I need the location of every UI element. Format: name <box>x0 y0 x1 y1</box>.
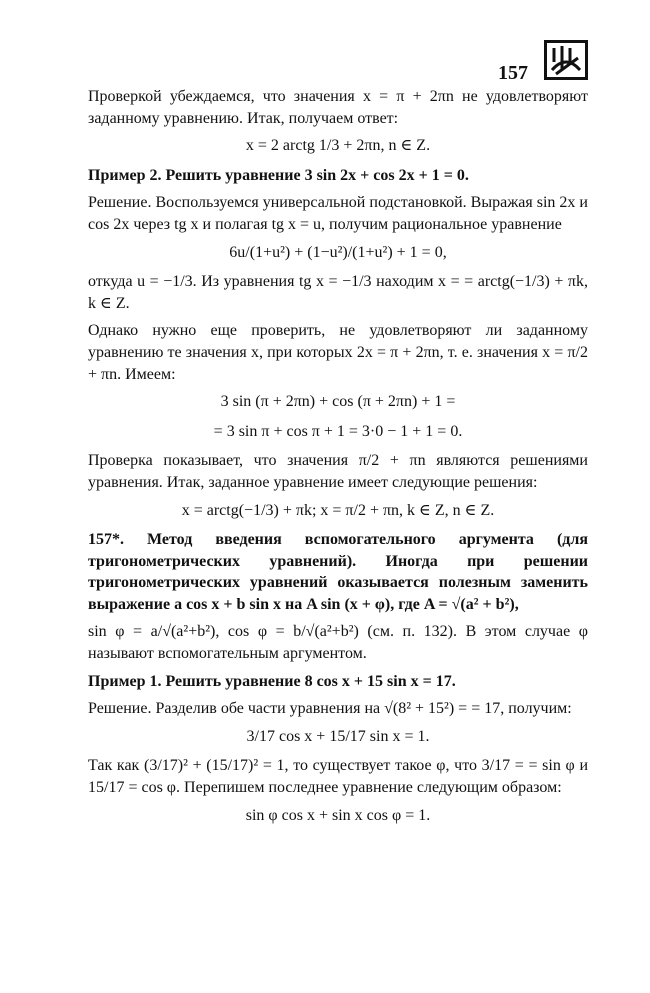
check-formula-1: 3 sin (π + 2πn) + cos (π + 2πn) + 1 = <box>220 393 456 411</box>
text-paragraph: откуда u = −1/3. Из уравнения tg x = −1/3 находим x = = arctg(−1/3) + πk, k ∈ Z. <box>88 273 588 312</box>
normalized-equation: 3/17 cos x + 15/17 sin x = 1. <box>246 727 430 745</box>
text-paragraph: Однако нужно еще проверить, не удовлетворяют ли заданному уравнению те значения x, при которых 2x = π + 2πn, т. е. значения x = π/2 + πn. Имеем: <box>88 322 588 383</box>
book-emblem-icon <box>544 40 588 80</box>
page-content <box>88 86 588 834</box>
text-paragraph: Проверкой убеждаемся, что значения x = π + 2πn не удовлетворяют заданному уравнению. Итак, получаем ответ: <box>88 88 588 127</box>
text-paragraph: Решение. Воспользуемся универсальной подстановкой. Выражая sin 2x и cos 2x через tg x и полагая tg x = u, получим рациональное уравнение <box>88 194 588 233</box>
example-2-heading: Пример 2. Решить уравнение 3 sin 2x + cos 2x + 1 = 0. <box>88 166 469 184</box>
section-157-paragraph: 157*. Метод введения вспомогательного аргумента (для тригонометрических уравнений). Иногда при решении тригонометрических уравнений оказывается полезным заменить выражение a cos x + b sin x на A sin (x + φ), где A = √(a² + b²), <box>88 531 588 613</box>
solutions-formula: x = arctg(−1/3) + πk; x = π/2 + πn, k ∈ Z, n ∈ Z. <box>181 501 495 519</box>
final-equation: sin φ cos x + sin x cos φ = 1. <box>245 806 431 824</box>
text-paragraph: Так как (3/17)² + (15/17)² = 1, то существует такое φ, что 3/17 = = sin φ и 15/17 = cos φ. Перепишем последнее уравнение следующим образом: <box>88 757 588 797</box>
answer-formula: x = 2 arctg 1/3 + 2πn, n ∈ Z. <box>245 137 431 155</box>
page-header <box>498 40 598 84</box>
text-paragraph: sin φ = a/√(a²+b²), cos φ = b/√(a²+b²) (см. п. 132). В этом случае φ называют вспомогательным аргументом. <box>88 623 588 663</box>
check-formula-2: = 3 sin π + cos π + 1 = 3·0 − 1 + 1 = 0. <box>213 422 463 440</box>
example-1-heading: Пример 1. Решить уравнение 8 cos x + 15 sin x = 17. <box>88 672 456 690</box>
rational-equation: 6u/(1+u²) + (1−u²)/(1+u²) + 1 = 0, <box>229 243 447 261</box>
page-number: 157 <box>498 62 528 84</box>
text-paragraph: Решение. Разделив обе части уравнения на √(8² + 15²) = = 17, получим: <box>88 700 572 718</box>
text-paragraph: Проверка показывает, что значения π/2 + πn являются решениями уравнения. Итак, заданное уравнение имеет следующие решения: <box>88 452 588 491</box>
